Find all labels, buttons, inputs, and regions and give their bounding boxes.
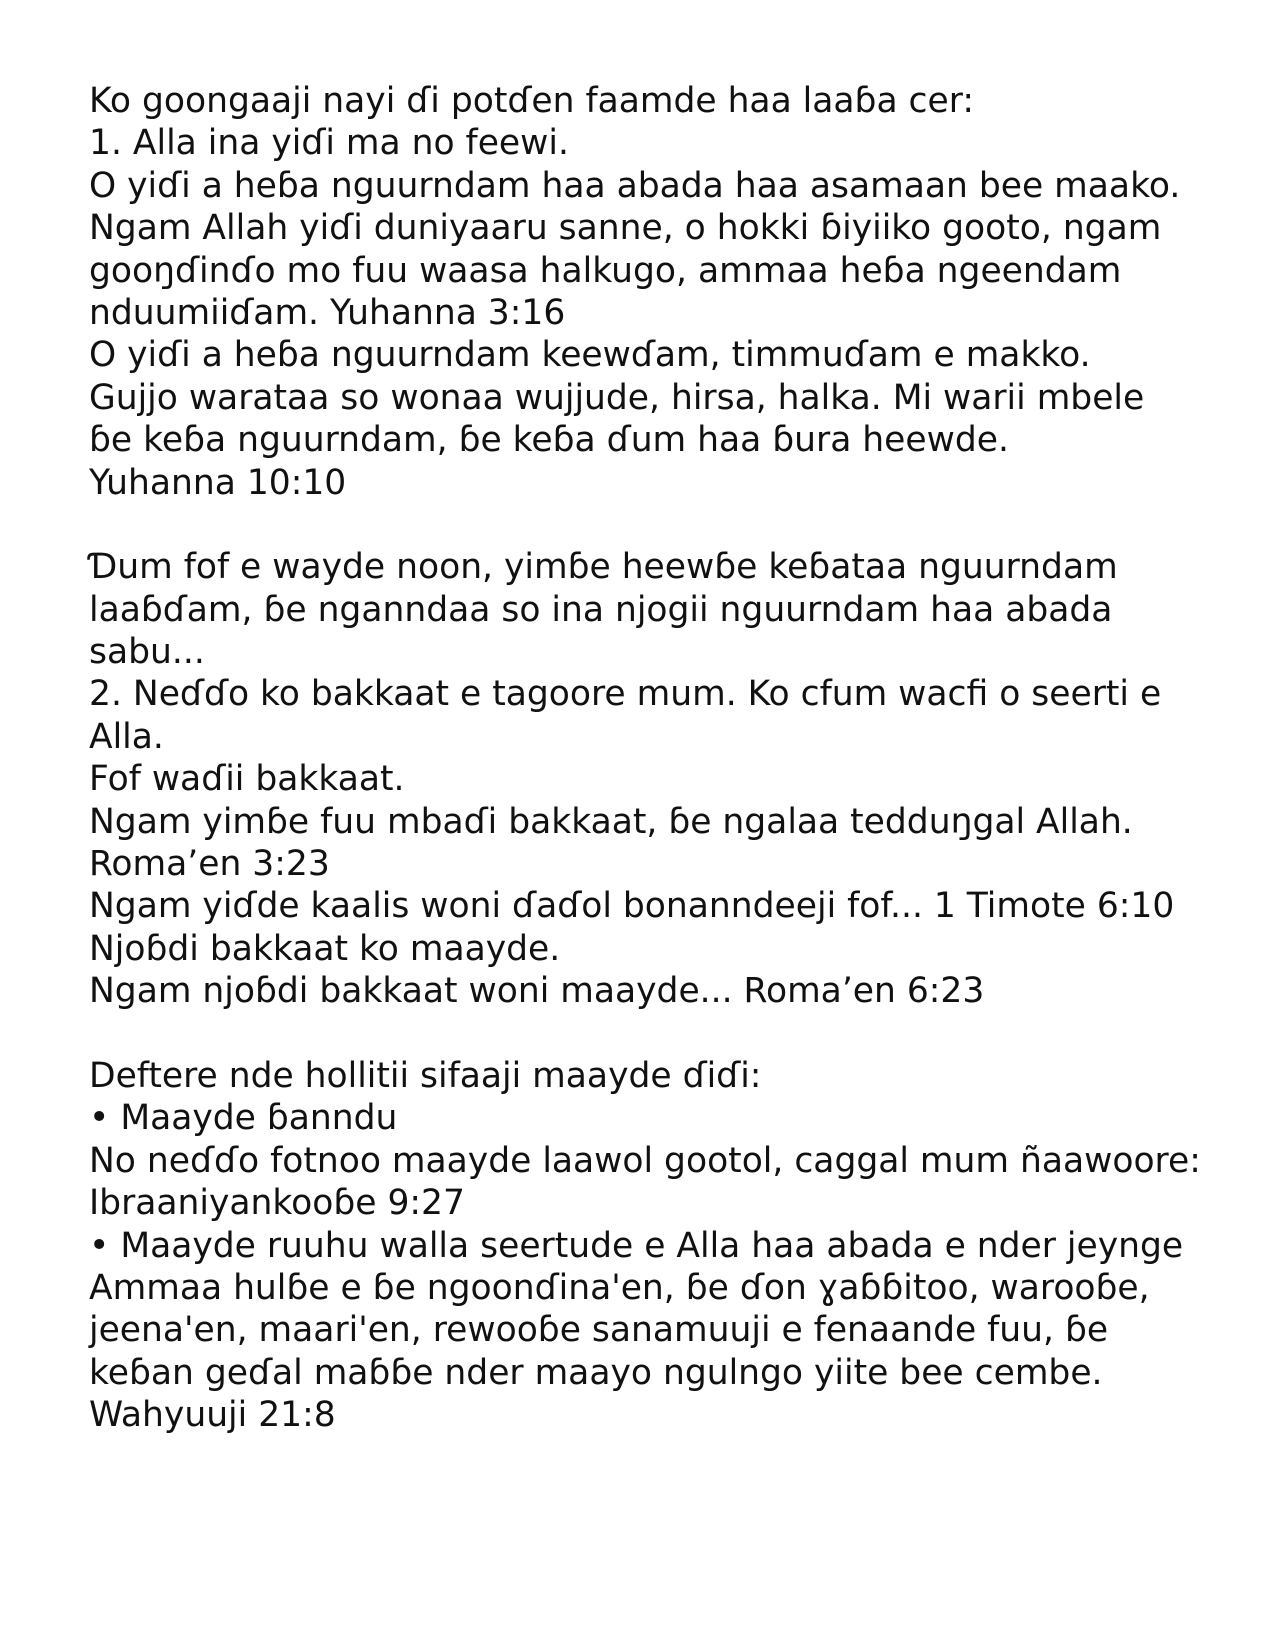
blank-line	[89, 504, 1249, 546]
text-line: jeena'en, maari'en, rewooɓe sanamuuji e fenaande fuu, ɓe	[89, 1310, 1109, 1351]
blank-line	[89, 1013, 1249, 1055]
text-line: nduumiiɗam. Yuhanna 3:16	[89, 292, 566, 333]
document-body	[89, 80, 1249, 1437]
text-line: Ngam njoɓdi bakkaat woni maayde... Roma’en 6:23	[89, 971, 985, 1012]
text-line: Roma’en 3:23	[89, 844, 330, 885]
text-line: sabu...	[89, 632, 205, 673]
text-line: • Maayde ruuhu walla seertude e Alla haa abada e nder jeynge	[89, 1225, 1184, 1266]
text-line: Ɗum fof e wayde noon, yimɓe heewɓe keɓataa nguurndam	[89, 547, 1118, 588]
text-line: Gujjo warataa so wonaa wujjude, hirsa, halka. Mi warii mbele	[89, 377, 1145, 418]
text-line: 1. Alla ina yiɗi ma no feewi.	[89, 123, 569, 164]
text-line: Wahyuuji 21:8	[89, 1395, 336, 1436]
text-line: Ngam yimɓe fuu mbaɗi bakkaat, ɓe ngalaa tedduŋgal Allah.	[89, 801, 1133, 842]
text-line: Fof waɗii bakkaat.	[89, 759, 405, 800]
text-line: • Maayde ɓanndu	[89, 1098, 398, 1139]
text-line: keɓan geɗal maɓɓe nder maayo ngulngo yiite bee cembe.	[89, 1352, 1103, 1393]
text-line: Ibraaniyankooɓe 9:27	[89, 1183, 465, 1224]
text-line: Deftere nde hollitii sifaaji maayde ɗiɗi:	[89, 1055, 762, 1096]
text-line: laaɓɗam, ɓe nganndaa so ina njogii nguurndam haa abada	[89, 589, 1113, 630]
text-line: Ko goongaaji nayi ɗi potɗen faamde haa laaɓa cer:	[89, 81, 974, 121]
text-line: No neɗɗo fotnoo maayde laawol gootol, caggal mum ñaawoore:	[89, 1140, 1201, 1181]
text-line: ɓe keɓa nguurndam, ɓe keɓa ɗum haa ɓura heewde.	[89, 420, 1009, 461]
text-line: O yiɗi a heɓa nguurndam keewɗam, timmuɗam e makko.	[89, 335, 1091, 376]
text-line: Ngam yiɗde kaalis woni ɗaɗol bonanndeeji fof... 1 Timote 6:10	[89, 886, 1175, 927]
text-line: Alla.	[89, 716, 164, 757]
text-line: gooŋɗinɗo mo fuu waasa halkugo, ammaa heɓa ngeendam	[89, 250, 1122, 291]
text-line: Ammaa hulɓe e ɓe ngoonɗina'en, ɓe ɗon ɣaɓɓitoo, warooɓe,	[89, 1267, 1150, 1308]
text-line: 2. Neɗɗo ko bakkaat e tagoore mum. Ko cfum wacfi o seerti e	[89, 674, 1162, 715]
text-line: Njoɓdi bakkaat ko maayde.	[89, 928, 561, 969]
text-line: Yuhanna 10:10	[89, 462, 347, 503]
text-line: Ngam Allah yiɗi duniyaaru sanne, o hokki ɓiyiiko gooto, ngam	[89, 208, 1162, 249]
text-line: O yiɗi a heɓa nguurndam haa abada haa asamaan bee maako.	[89, 165, 1181, 206]
